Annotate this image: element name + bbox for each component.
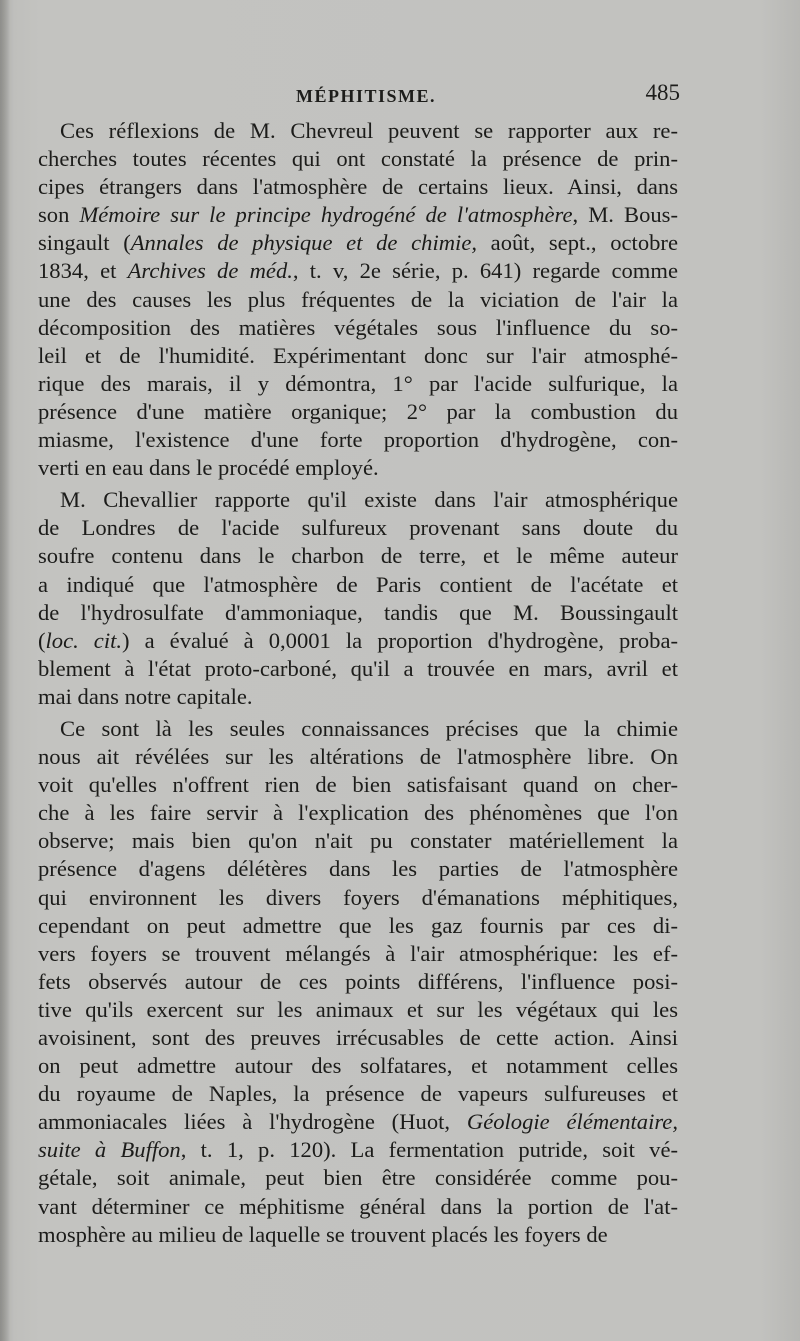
text-line (38, 771, 678, 799)
text-run: de Londres de l'acide sulfureux provenant sans doute du (38, 515, 678, 541)
text-line (38, 827, 678, 855)
text-run: vers foyers se trouvent mélangés à l'air atmosphérique: les ef- (38, 940, 678, 966)
text-line (38, 1136, 678, 1164)
page-spine-shadow (0, 0, 10, 1341)
page-header (40, 72, 680, 112)
text-run: rique des marais, il y démontra, 1° par l'acide sulfurique, la (38, 370, 678, 396)
text-line (38, 257, 678, 285)
text-line (38, 1024, 678, 1052)
text-line (38, 1193, 678, 1221)
text-line (38, 370, 678, 398)
italic-text: loc. cit. (45, 627, 123, 653)
text-run: vant déterminer ce méphitisme général dans la portion de l'at- (38, 1193, 678, 1219)
page-number: 485 (645, 80, 680, 105)
text-line (38, 426, 678, 454)
text-line (38, 855, 678, 883)
text-run: ( (38, 627, 46, 653)
text-run: présence d'une matière organique; 2° par la combustion du (38, 398, 678, 424)
italic-text: Annales de physique et de chimie, (130, 230, 477, 256)
text-line (38, 912, 678, 940)
text-run: singault ( (38, 230, 131, 256)
text-line (38, 599, 678, 627)
text-run: voit qu'elles n'offrent rien de bien satisfaisant quand on cher- (38, 772, 678, 798)
text-run: nous ait révélées sur les altérations de l'atmosphère libre. On (38, 744, 678, 770)
text-line (38, 799, 678, 827)
text-line (38, 398, 678, 426)
text-run: soufre contenu dans le charbon de terre, et le même auteur (38, 543, 678, 569)
text-line (38, 968, 678, 996)
text-line (38, 655, 678, 683)
text-line (38, 1164, 678, 1192)
text-run: ammoniacales liées à l'hydrogène (Huot, (38, 1109, 467, 1135)
text-run: , M. Bous- (572, 202, 678, 228)
text-line (38, 286, 678, 314)
text-run: cependant on peut admettre que les gaz fournis par ces di- (38, 912, 678, 938)
text-line (38, 514, 678, 542)
text-line (38, 1052, 678, 1080)
paragraph (38, 486, 678, 711)
text-line (38, 229, 678, 257)
text-run: cipes étrangers dans l'atmosphère de certains lieux. Ainsi, dans (38, 174, 678, 200)
text-run: fets observés autour de ces points différens, l'influence posi- (38, 968, 678, 994)
text-run: a indiqué que l'atmosphère de Paris contient de l'acétate et (38, 571, 678, 597)
paragraph (38, 117, 678, 482)
text-run: leil et de l'humidité. Expérimentant donc sur l'air atmosphé- (38, 342, 678, 368)
text-line (38, 542, 678, 570)
text-run: 1834, et (38, 258, 128, 284)
text-run: avoisinent, sont des preuves irrécusables de cette action. Ainsi (38, 1025, 678, 1050)
text-run: che à les faire servir à l'explication des phénomènes que l'on (38, 800, 678, 826)
text-line (38, 627, 678, 655)
text-line (38, 1221, 678, 1249)
text-run: décomposition des matières végétales sous l'influence du so- (38, 314, 678, 340)
text-run: miasme, l'existence d'une forte proportion d'hydrogène, con- (38, 427, 678, 453)
text-run: Ce sont là les seules connaissances précises que la chimie (60, 715, 678, 741)
running-head: MÉPHITISME. (296, 86, 437, 106)
text-run: gétale, soit animale, peut bien être considérée comme pou- (38, 1165, 678, 1191)
text-run: ) a évalué à 0,0001 la proportion d'hydrogène, proba- (122, 627, 678, 653)
paragraph (38, 715, 678, 1249)
body-text (38, 117, 678, 1249)
text-run: mai dans notre capitale. (38, 683, 253, 709)
text-run: observe; mais bien qu'on n'ait pu constater matériellement la (38, 828, 678, 854)
italic-text: Mémoire sur le principe hydrogéné de l'atmosphère (79, 202, 573, 228)
text-run: M. Chevallier rapporte qu'il existe dans l'air atmosphérique (60, 487, 678, 513)
text-run: , t. 1, p. 120). La fermentation putride, soit vé- (180, 1137, 678, 1163)
text-run: Ces réflexions de M. Chevreul peuvent se rapporter aux re- (60, 118, 678, 143)
text-line (38, 743, 678, 771)
text-line (38, 1080, 678, 1108)
text-run: on peut admettre autour des solfatares, et notamment celles (38, 1053, 678, 1079)
text-run: mosphère au milieu de laquelle se trouvent placés les foyers de (38, 1221, 608, 1247)
text-line (38, 145, 678, 173)
text-run: tive qu'ils exercent sur les animaux et sur les végétaux qui les (38, 996, 678, 1022)
text-line (38, 342, 678, 370)
text-run: blement à l'état proto-carboné, qu'il a trouvée en mars, avril et (38, 655, 678, 681)
text-line (38, 173, 678, 201)
text-run: de l'hydrosulfate d'ammoniaque, tandis que M. Boussingault (38, 599, 678, 625)
text-line (38, 486, 678, 514)
text-line (38, 201, 678, 229)
text-run: cherches toutes récentes qui ont constaté la présence de prin- (38, 146, 678, 172)
text-run: verti en eau dans le procédé employé. (38, 455, 379, 481)
italic-text: suite à Buffon (38, 1137, 181, 1163)
text-run: présence d'agens délétères dans les parties de l'atmosphère (38, 856, 678, 882)
text-run: qui environnent les divers foyers d'émanations méphitiques, (38, 884, 678, 910)
text-line (38, 683, 678, 711)
text-line (38, 117, 678, 145)
text-line (38, 1108, 678, 1136)
italic-text: Géologie élémentaire, (466, 1109, 678, 1135)
italic-text: Archives de méd. (127, 258, 293, 284)
text-run: du royaume de Naples, la présence de vapeurs sulfureuses et (38, 1081, 678, 1107)
text-run: août, sept., octobre (477, 230, 678, 256)
text-line (38, 454, 678, 482)
text-run: son (38, 202, 80, 228)
text-line (38, 571, 678, 599)
text-run: une des causes les plus fréquentes de la viciation de l'air la (38, 286, 678, 312)
text-line (38, 884, 678, 912)
text-line (38, 996, 678, 1024)
text-line (38, 715, 678, 743)
text-line (38, 314, 678, 342)
text-run: , t. v, 2e série, p. 641) regarde comme (292, 258, 678, 284)
text-line (38, 940, 678, 968)
